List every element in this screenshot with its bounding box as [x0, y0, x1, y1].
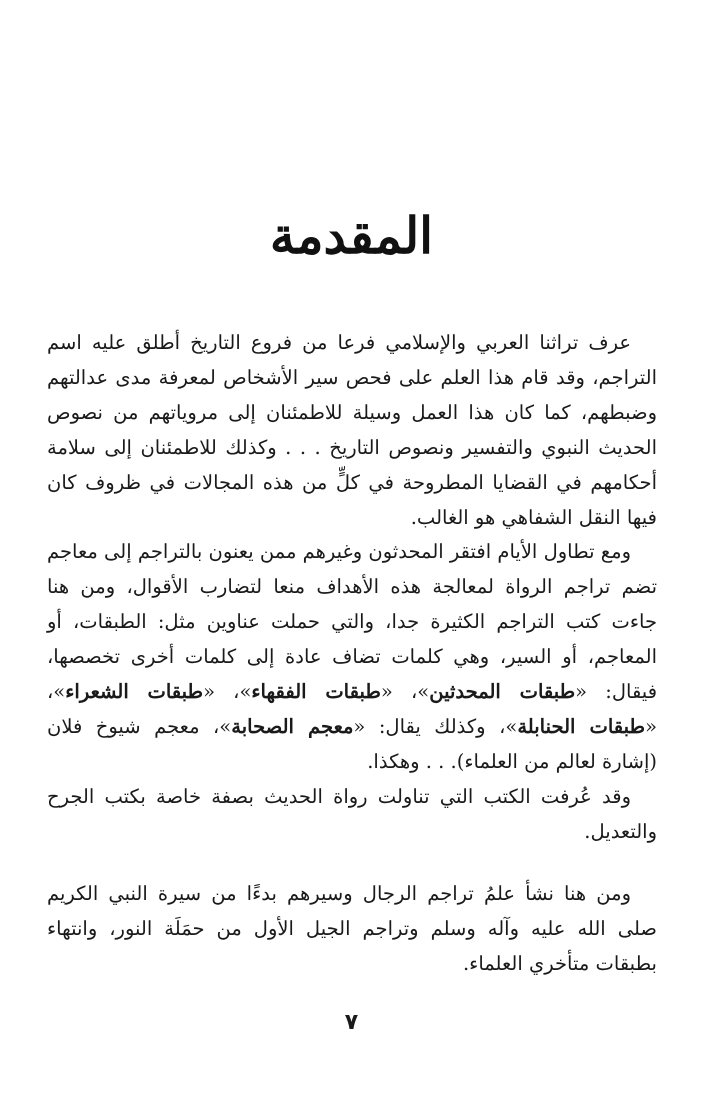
body-text — [47, 0, 657, 1000]
separator: »، « — [47, 680, 657, 738]
book-title-hanbalis: طبقات الحنابلة — [517, 715, 646, 738]
page-title: المقدمة — [269, 206, 434, 265]
paragraph-1: عرف تراثنا العربي والإسلامي فرعا من فروع التاريخ أطلق عليه اسم التراجم، وقد قام هذا العلم على فحص سير الأشخاص لمعرفة مدى عدالتهم وضبطهم، كما كان هذا العمل وسيلة للاطمئنان إلى مروياتهم من نصوص الحديث النبوي والتفسير ونصوص التاريخ . . . وكذلك للاطمئنان إلى سلامة أحكامهم في القضايا المطروحة في كلٍّ من هذه المجالات في ظروف كان فيها النقل الشفاهي هو الغالب. — [47, 331, 657, 529]
book-title-jurists: طبقات الفقهاء — [251, 680, 381, 703]
book-title-poets: طبقات الشعراء — [65, 680, 204, 703]
page-number: ٧ — [344, 1010, 359, 1035]
book-title-companions: معجم الصحابة — [231, 715, 354, 738]
separator: »، « — [380, 680, 430, 703]
book-title-hadith-scholars: طبقات المحدثين — [429, 680, 576, 703]
separator: »، « — [203, 680, 252, 703]
paragraph-4: ومن هنا نشأ علمُ تراجم الرجال وسيرهم بدءًا من سيرة النبي الكريم صلى الله عليه وآله وسلم وتراجم الجيل الأول من حمَلَة النور، وانتهاء بطبقات متأخري العلماء. — [47, 882, 657, 975]
paragraph-2-text: »، معجم شيوخ فلان (إشارة لعالم من العلماء). . . وهكذا. — [47, 715, 657, 773]
paragraph-2-text: »، وكذلك يقال: « — [353, 715, 518, 738]
paragraph-2 — [47, 534, 657, 779]
paragraph-3: وقد عُرفت الكتب التي تناولت رواة الحديث بصفة خاصة بكتب الجرح والتعديل. — [47, 785, 657, 843]
paragraph-2-text: ومع تطاول الأيام افتقر المحدثون وغيرهم ممن يعنون بالتراجم إلى معاجم تضم تراجم الرواة لمعالجة هذه الأهداف منعا لتضارب الأقوال، ومن هنا جاءت كتب التراجم الكثيرة جدا، والتي حملت عناوين مثل: الطبقات، أو المعاجم، أو السير، وهي كلمات تضاف عادة إلى كلمات أخرى تخصصها، فيقال: « — [47, 540, 658, 703]
